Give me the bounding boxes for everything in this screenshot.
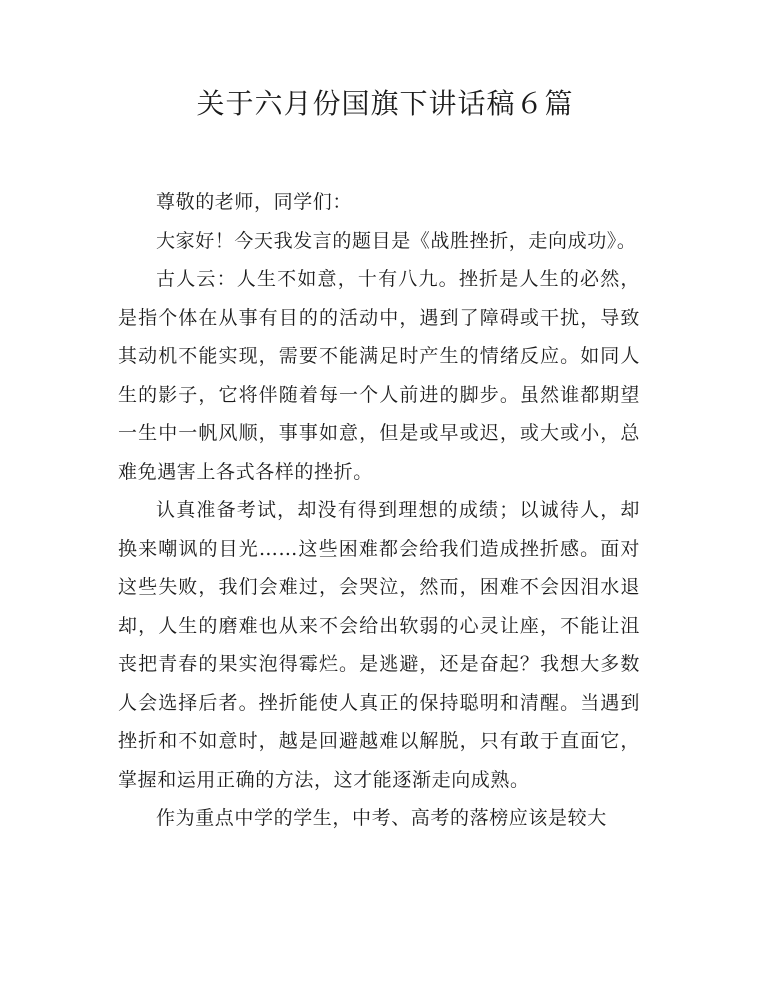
body-paragraph: 认真准备考试，却没有得到理想的成绩；以诚待人，却换来嘲讽的目光……这些困难都会给我们造成挫折感。面对这些失败，我们会难过，会哭泣，然而，困难不会因泪水退却，人生的磨难也从来不会给出软弱的心灵让座，不能让沮丧把青春的果实泡得霉烂。是逃避，还是奋起？我想大多数人会选择后者。挫折能使人真正的保持聪明和清醒。当遇到挫折和不如意时，越是回避越难以解脱，只有敢于直面它，掌握和运用正确的方法，这才能逐渐走向成熟。 — [118, 499, 640, 791]
greeting-paragraph: 大家好！今天我发言的题目是《战胜挫折，走向成功》。 — [156, 229, 637, 252]
salutation-paragraph: 尊敬的老师，同学们： — [156, 191, 353, 213]
document-body — [118, 183, 640, 838]
body-paragraph: 古人云：人生不如意，十有八九。挫折是人生的必然，是指个体在从事有目的的活动中，遇到了障碍或干扰，导致其动机不能实现，需要不能满足时产生的情绪反应。如同人生的影子，它将伴随着每一个人前进的脚步。虽然谁都期望一生中一帆风顺，事事如意，但是或早或迟，或大或小，总难免遇害上各式各样的挫折。 — [118, 268, 640, 483]
body-paragraph: 作为重点中学的学生，中考、高考的落榜应该是较大 — [156, 807, 607, 829]
document-title: 关于六月份国旗下讲话稿６篇 — [196, 87, 574, 120]
